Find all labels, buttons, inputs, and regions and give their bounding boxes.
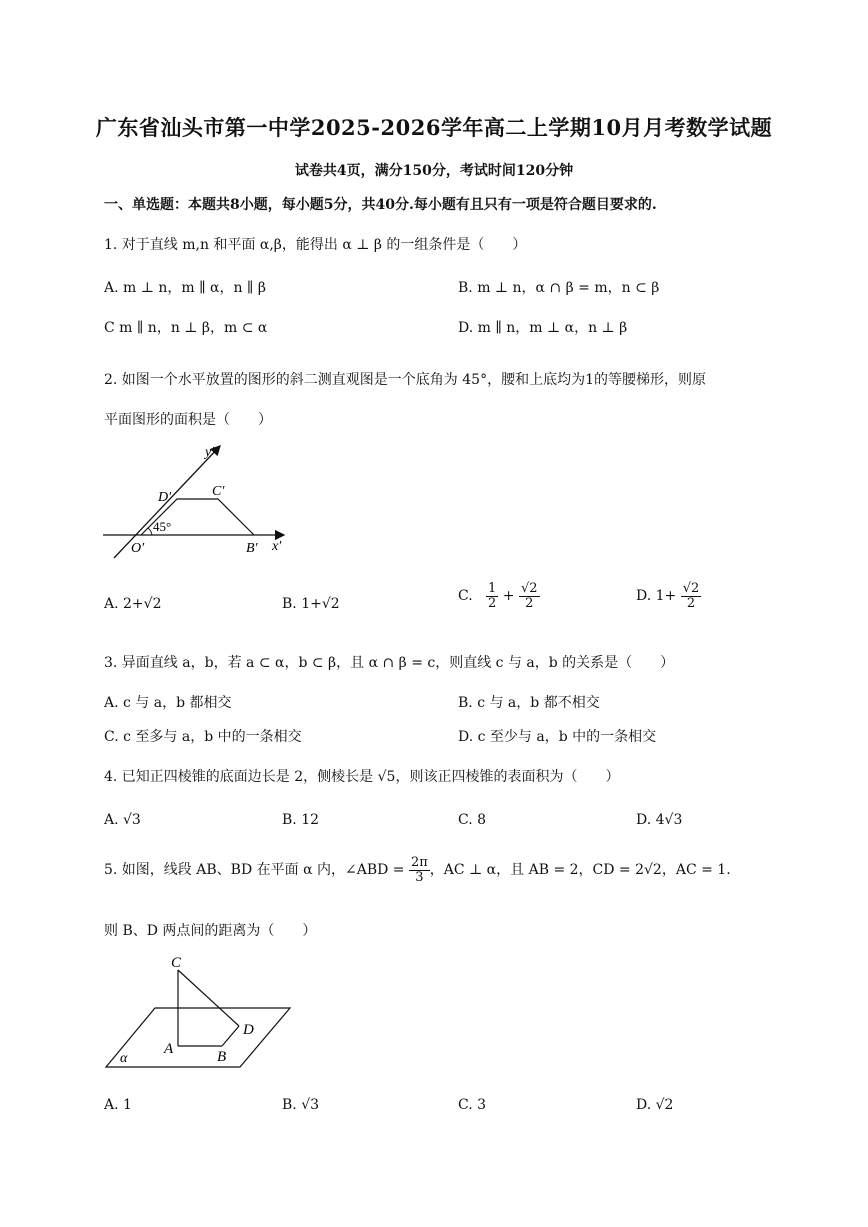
q2-trapezoid-figure bbox=[100, 438, 300, 566]
label-alpha: α bbox=[120, 1051, 128, 1066]
q2-option-c-prefix: C. bbox=[458, 588, 473, 605]
q2-stem-line2: 平面图形的面积是（ ） bbox=[104, 412, 272, 428]
q5-stem-pre: 5. 如图，线段 AB、BD 在平面 α 内，∠ABD = bbox=[104, 862, 405, 879]
label-45-degrees: 45° bbox=[153, 519, 172, 534]
exam-info: 试卷共4页，满分150分，考试时间120分钟 bbox=[294, 163, 574, 179]
page-title: 广东省汕头市第一中学2025-2026学年高二上学期10月月考数学试题 bbox=[95, 115, 773, 140]
label-b: B bbox=[217, 1049, 227, 1065]
label-c: C bbox=[171, 955, 182, 971]
label-d-prime: D′ bbox=[158, 490, 172, 505]
q4-option-a: A. √3 bbox=[104, 812, 141, 828]
section-heading: 一、单选题：本题共8小题，每小题5分，共40分.每小题有且只有一项是符合题目要求的. bbox=[104, 197, 657, 213]
q5-stem-line1 bbox=[104, 856, 731, 884]
q2-stem-line1: 2. 如图一个水平放置的图形的斜二测直观图是一个底角为 45°，腰和上底均为1的等腰梯形，则原 bbox=[104, 372, 706, 388]
label-c-prime: C′ bbox=[212, 484, 225, 499]
q3-option-a: A. c 与 a，b 都相交 bbox=[104, 695, 232, 711]
q4-stem: 4. 已知正四棱锥的底面边长是 2，侧棱长是 √5，则该正四棱锥的表面积为（ ） bbox=[104, 769, 620, 785]
label-y-prime: y′ bbox=[205, 445, 215, 460]
q3-option-c: C. c 至多与 a，b 中的一条相交 bbox=[104, 729, 302, 745]
label-d: D bbox=[243, 1022, 254, 1038]
q4-option-d: D. 4√3 bbox=[636, 812, 683, 828]
q5-option-d: D. √2 bbox=[636, 1097, 674, 1113]
label-o-prime: O′ bbox=[131, 541, 145, 556]
label-b-prime: B′ bbox=[246, 541, 258, 556]
q2-option-c bbox=[458, 582, 540, 610]
segment-cd bbox=[178, 970, 239, 1026]
q2-option-c-frac1: $\frac{1}{2}$ bbox=[488, 581, 497, 611]
q1-option-d: D. m ∥ n，m ⊥ α，n ⊥ β bbox=[458, 320, 628, 336]
q1-option-c: C m ∥ n，n ⊥ β，m ⊂ α bbox=[104, 320, 268, 336]
q2-option-c-frac2: $\frac{√2}{2}$ bbox=[520, 581, 538, 611]
q5-option-c: C. 3 bbox=[458, 1097, 487, 1113]
q5-option-b: B. √3 bbox=[282, 1097, 320, 1113]
angle-arc bbox=[148, 528, 152, 535]
q5-angle-frac: $\frac{2\pi}{3}$ bbox=[410, 855, 428, 885]
q2-option-d-frac: $\frac{√2}{2}$ bbox=[682, 581, 700, 611]
q5-stem-post: ，AC ⊥ α，且 AB = 2，CD = 2√2，AC = 1. bbox=[429, 862, 731, 879]
q3-stem: 3. 异面直线 a，b，若 a ⊂ α，b ⊂ β，且 α ∩ β = c，则直线 c 与 a，b 的关系是（ ） bbox=[104, 655, 675, 671]
segment-bd bbox=[222, 1026, 239, 1046]
q2-option-a: A. 2+√2 bbox=[104, 596, 162, 612]
label-x-prime: x′ bbox=[272, 539, 282, 554]
q4-option-b: B. 12 bbox=[282, 812, 320, 828]
q3-option-b: B. c 与 a，b 都不相交 bbox=[458, 695, 600, 711]
q5-plane-figure bbox=[100, 950, 300, 1075]
q5-stem-line2: 则 B、D 两点间的距离为（ ） bbox=[104, 923, 317, 939]
q3-option-d: D. c 至少与 a，b 中的一条相交 bbox=[458, 729, 657, 745]
q2-option-c-plus: + bbox=[502, 588, 515, 605]
label-a: A bbox=[164, 1041, 174, 1057]
q2-option-b: B. 1+√2 bbox=[282, 596, 340, 612]
q1-option-b: B. m ⊥ n，α ∩ β = m，n ⊂ β bbox=[458, 280, 660, 296]
q2-option-d-prefix: D. 1+ bbox=[636, 588, 677, 605]
q2-option-d bbox=[636, 582, 701, 610]
q4-option-c: C. 8 bbox=[458, 812, 487, 828]
plane-alpha bbox=[106, 1008, 290, 1067]
q1-option-a: A. m ⊥ n，m ∥ α，n ∥ β bbox=[104, 280, 266, 296]
q1-stem: 1. 对于直线 m,n 和平面 α,β，能得出 α ⊥ β 的一组条件是（ ） bbox=[104, 237, 527, 253]
q5-option-a: A. 1 bbox=[104, 1097, 132, 1113]
